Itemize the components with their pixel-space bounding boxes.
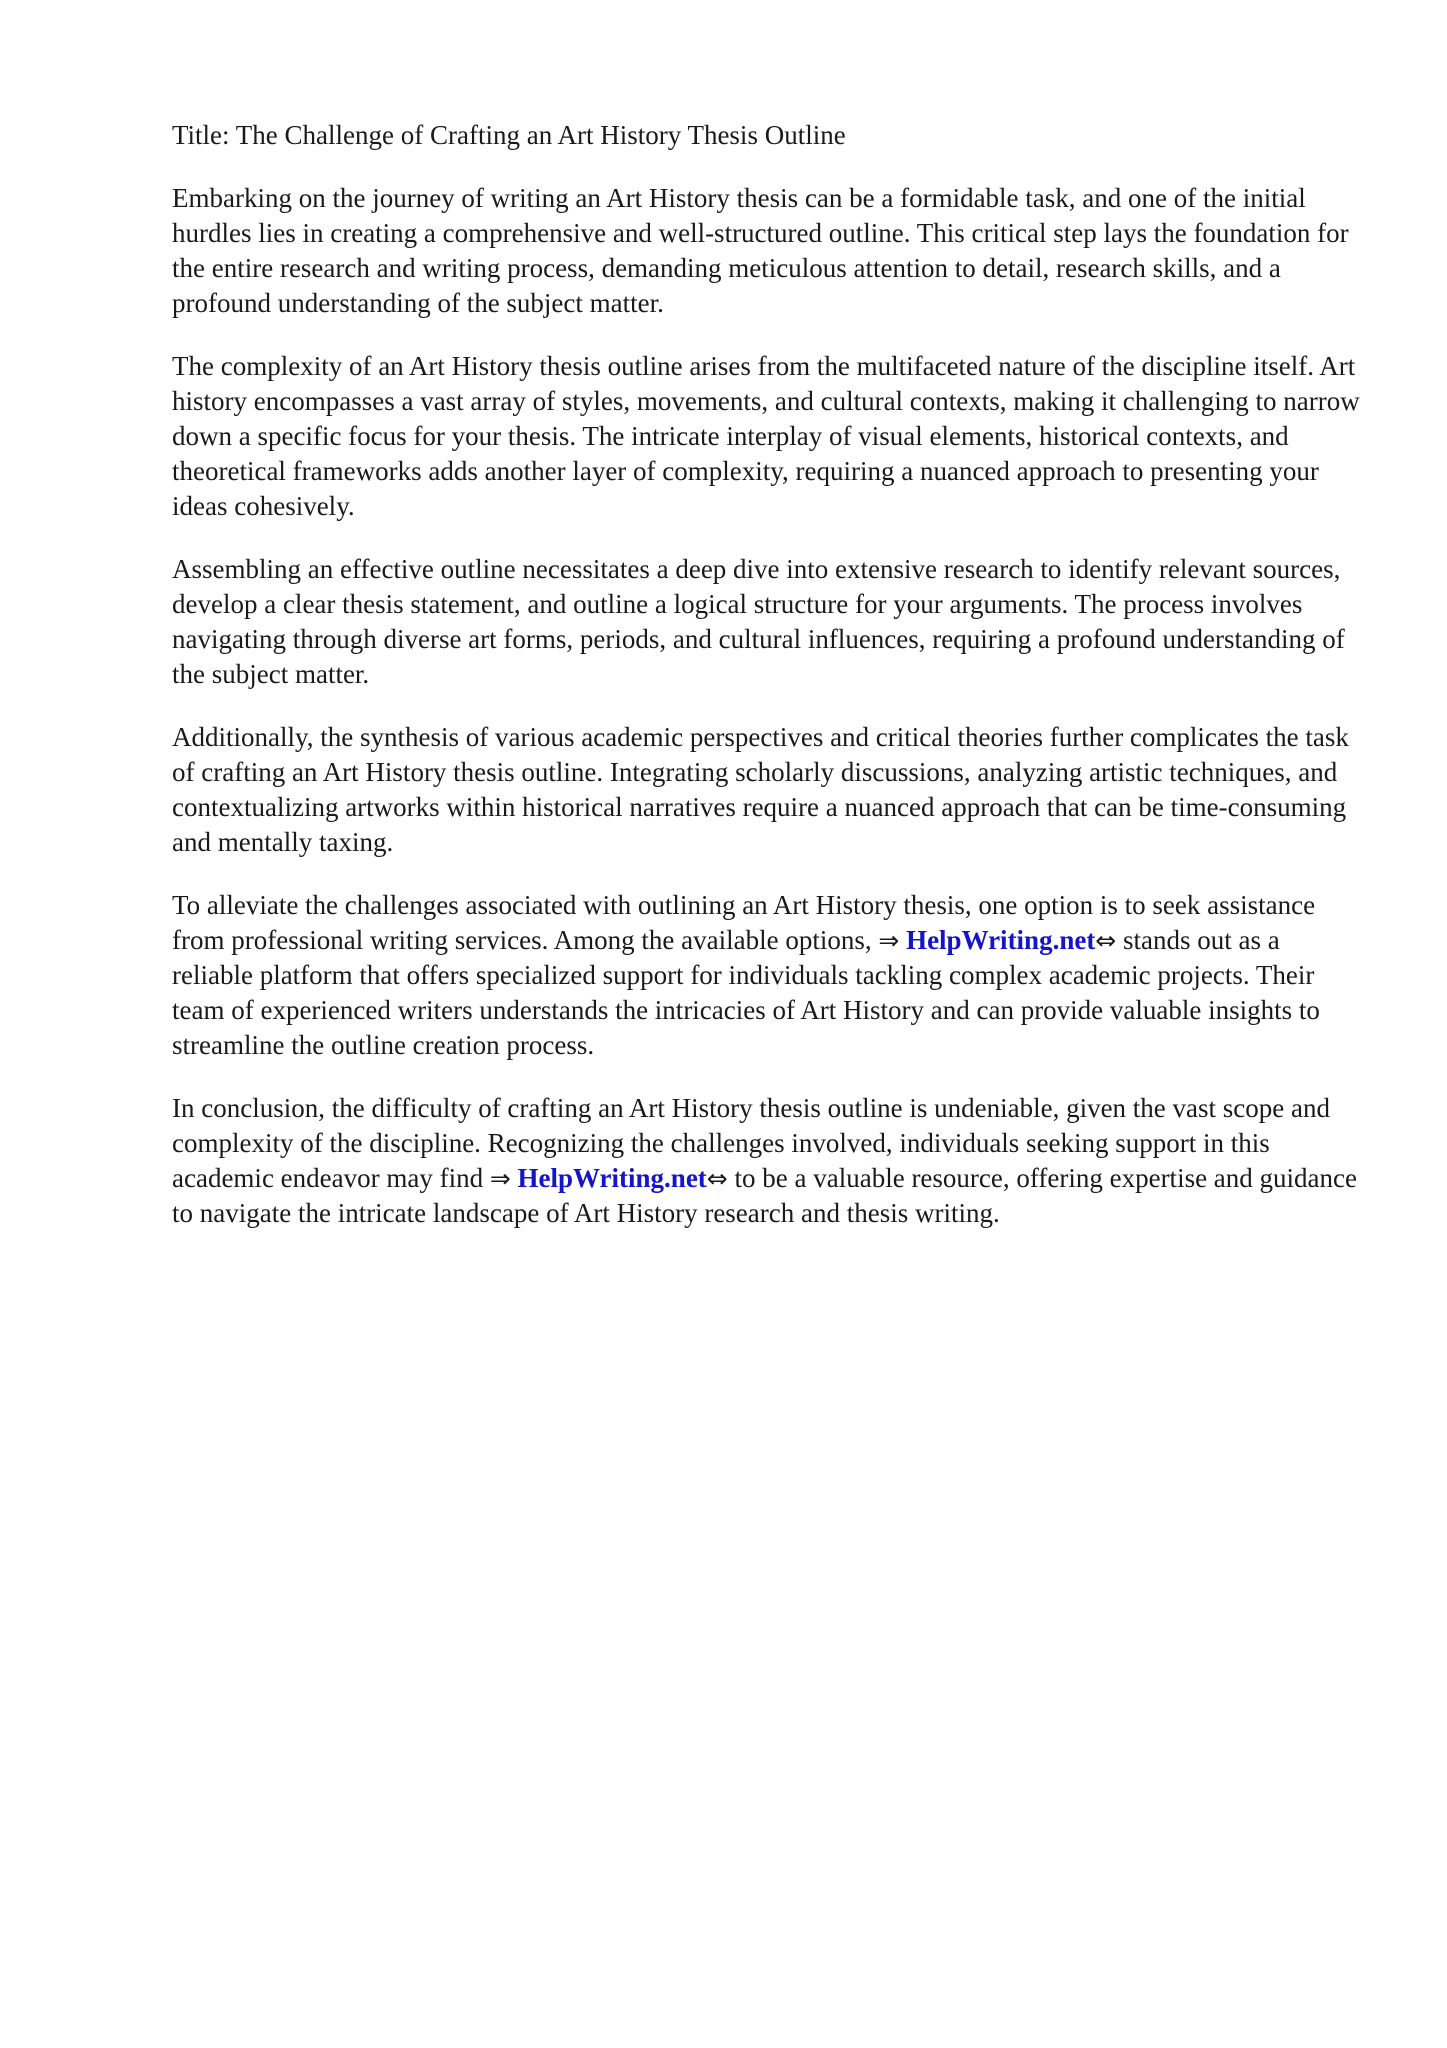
document-page [172,118,1367,1259]
paragraph-2: The complexity of an Art History thesis outline arises from the multifaceted nature of the discipline itself. Art history encompasses a vast array of styles, movements, and cultural contexts, making it challenging to narrow down a specific focus for your thesis. The intricate interplay of visual elements, historical contexts, and theoretical frameworks adds another layer of complexity, requiring a nuanced approach to presenting your ideas cohesively. [172,351,1360,521]
paragraph-6-text-after: to be a valuable resource, offering expertise and guidance to navigate the intricate landscape of Art History research and thesis writing. [172,1163,1357,1228]
paragraph-6-text-before: In conclusion, the difficulty of crafting an Art History thesis outline is undeniable, given the vast scope and complexity of the discipline. Recognizing the challenges involved, individuals seeking support in this academic endeavor may find [172,1093,1330,1193]
helpwriting-link-2[interactable]: HelpWriting.net [517,1163,707,1193]
document-title: Title: The Challenge of Crafting an Art History Thesis Outline [172,120,846,150]
paragraph-3: Assembling an effective outline necessitates a deep dive into extensive research to identify relevant sources, develop a clear thesis statement, and outline a logical structure for your arguments. The process involves navigating through diverse art forms, periods, and cultural influences, requiring a profound understanding of the subject matter. [172,554,1345,689]
double-left-right-arrow-icon: ⇔ [1095,926,1117,955]
helpwriting-link[interactable]: HelpWriting.net [906,925,1096,955]
paragraph-5-text-after: stands out as a reliable platform that offers specialized support for individuals tackling complex academic projects. Their team of experienced writers understands the intricacies of Art History and can provide valuable insights to streamline the outline creation process. [172,925,1320,1060]
paragraph-4: Additionally, the synthesis of various academic perspectives and critical theories further complicates the task of crafting an Art History thesis outline. Integrating scholarly discussions, analyzing artistic techniques, and contextualizing artworks within historical narratives require a nuanced approach that can be time-consuming and mentally taxing. [172,722,1349,857]
paragraph-6 [172,1091,1367,1231]
double-right-arrow-icon: ⇒ [489,1164,511,1193]
double-right-arrow-icon: ⇒ [878,926,900,955]
paragraph-1: Embarking on the journey of writing an Art History thesis can be a formidable task, and one of the initial hurdles lies in creating a comprehensive and well-structured outline. This critical step lays the foundation for the entire research and writing process, demanding meticulous attention to detail, research skills, and a profound understanding of the subject matter. [172,183,1349,318]
double-left-right-arrow-icon: ⇔ [706,1164,728,1193]
paragraph-5 [172,888,1367,1063]
paragraph-5-text-before: To alleviate the challenges associated with outlining an Art History thesis, one option is to seek assistance from professional writing services. Among the available options, [172,890,1316,955]
